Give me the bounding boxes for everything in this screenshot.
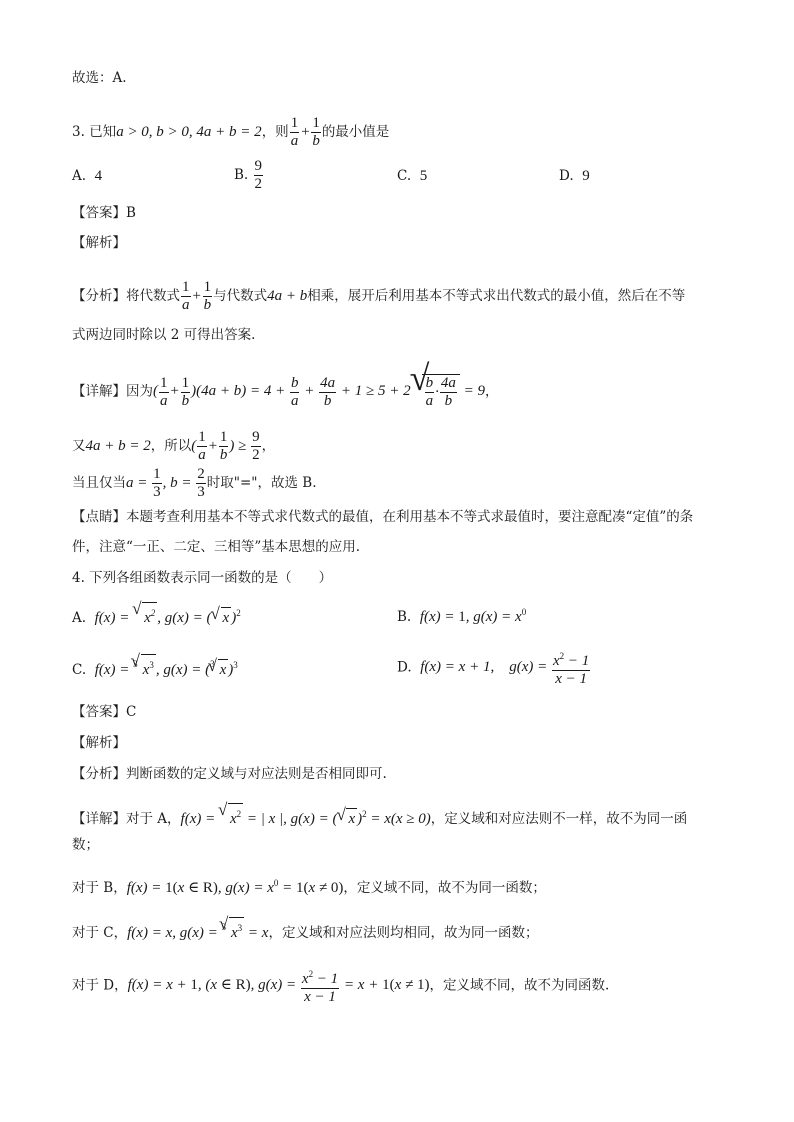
previous-answer-line [72, 68, 127, 88]
q3-option-c: C. 5 [397, 168, 428, 184]
question-3-stem [72, 115, 389, 150]
q3-analysis-line2: 式两边同时除以 2 可得出答案. [72, 327, 256, 343]
q4-option-c: C. f(x) = $^3$√ $x^3$ , g(x) = ($^3$√ x )$^3$ [72, 654, 238, 681]
q3-detail-inequality: ( $\frac{1}{a}$ + $\frac{1}{b}$ )(4a + b) = 4 + $\frac{b}{a}$ + $\frac{4a}{b}$ + 1 ≥ 5 + 2 √ $\frac{b}{a}$ · $\frac{4a}{b}$ = 9 [153, 383, 485, 399]
q4-option-a: A. f(x) = √ $x^2$ , g(x) = (√ x )$^2$ [72, 602, 241, 628]
q3-again-expr: ( $\frac{1}{a}$ + $\frac{1}{b}$ ) ≥ $\frac{9}{2}$ [191, 429, 260, 463]
q4-detail-b: 对于 B，f(x) = 1(x ∈ R), $g(x) = x^0 = 1(x \ne 0)$，定义域不同，故不为同一函数； [72, 878, 546, 896]
question-3-condition: a > 0, b > 0, 4a + b = 2 [116, 123, 262, 140]
q3-when-expr: a = $\frac{1}{3}$ , b = $\frac{2}{3}$ [126, 466, 205, 500]
q4-answer: 【答案】C [72, 704, 137, 720]
q4-option-b: B. f(x) = 1, $g(x) = x^0$ [397, 607, 527, 625]
q4-detail-c: 对于 C，f(x) = x, g(x) = $^3$√ $x^3 = x$，定义域和对应法则均相同，故为同一函数； [72, 917, 538, 944]
question-3-options [72, 158, 772, 200]
q4-detail-a: 【详解】对于 A，f(x) = √ $x^2$ = | x |, g(x) = (√ x )$^2$ = x(x ≥ 0)，定义域和对应法则不一样，故不为同一函 [72, 803, 687, 829]
question-3-sep: ，则 [261, 123, 289, 140]
q4-detail-d: 对于 D，f(x) = x + 1, (x ∈ R), g(x) = $\frac{x^2 - 1}{x - 1}$ = x + 1(x ≠ 1)，定义域不同，故不为同函数. [72, 966, 609, 1006]
question-3-lead: 已知 [89, 123, 117, 140]
q3-jiexi: 【解析】 [72, 235, 126, 251]
q3-when: 当且仅当a = $\frac{1}{3}$ , b = $\frac{2}{3}$ 时取"="，故选 B. [72, 466, 317, 500]
q3-comment-line2: 件，注意“一正、二定、三相等”基本思想的应用. [72, 539, 361, 555]
q3-option-d: D. 9 [559, 168, 590, 184]
q4-option-d: D. f(x) = x + 1, g(x) = $\frac{x^2 - 1}{x - 1}$ [397, 648, 591, 688]
q3-answer: 【答案】B [72, 205, 136, 221]
question-3-number: 3. [72, 123, 85, 140]
q4-jiexi: 【解析】 [72, 735, 126, 751]
q3-detail: 【详解】因为( $\frac{1}{a}$ + $\frac{1}{b}$ )(4a + b) = 4 + $\frac{b}{a}$ + $\frac{4a}{b}$ + 1 ≥ 5 + 2 √ $\frac{b}{a}$ · $\frac{4a}{b}$ = 9， [72, 374, 498, 410]
q4-options-row1 [72, 598, 772, 628]
expr-1a-plus-1b: $\frac{1}{a}$ + $\frac{1}{b}$ [290, 115, 320, 149]
q3-again: 又4a + b = 2，所以( $\frac{1}{a}$ + $\frac{1}{b}$ ) ≥ $\frac{9}{2}$ ， [72, 429, 276, 463]
question-4-stem: 4. 下列各组函数表示同一函数的是（ ） [72, 570, 333, 586]
expr-1a-plus-1b-analysis: $\frac{1}{a}$ + $\frac{1}{b}$ [182, 279, 212, 313]
q3-analysis: 【分析】将代数式 $\frac{1}{a}$ + $\frac{1}{b}$ 与代数式4a + b相乘，展开后利用基本不等式求出代数式的最小值，然后在不等 [72, 279, 686, 313]
q3-option-b: B. $\frac{9}{2}$ [234, 158, 263, 192]
q3-comment: 【点睛】本题考查利用基本不等式求代数式的最值，在利用基本不等式求最值时，要注意配凑“定值”的条 [72, 509, 694, 525]
previous-answer-text: 故选：A. [72, 70, 127, 86]
q4-analysis: 【分析】判断函数的定义域与对应法则是否相同即可. [72, 766, 387, 782]
q4-detail-a-line2: 数； [72, 837, 99, 853]
q4-options-row2 [72, 648, 772, 688]
question-3-tail: 的最小值是 [321, 123, 390, 140]
q3-option-a: A. 4 [72, 168, 103, 184]
